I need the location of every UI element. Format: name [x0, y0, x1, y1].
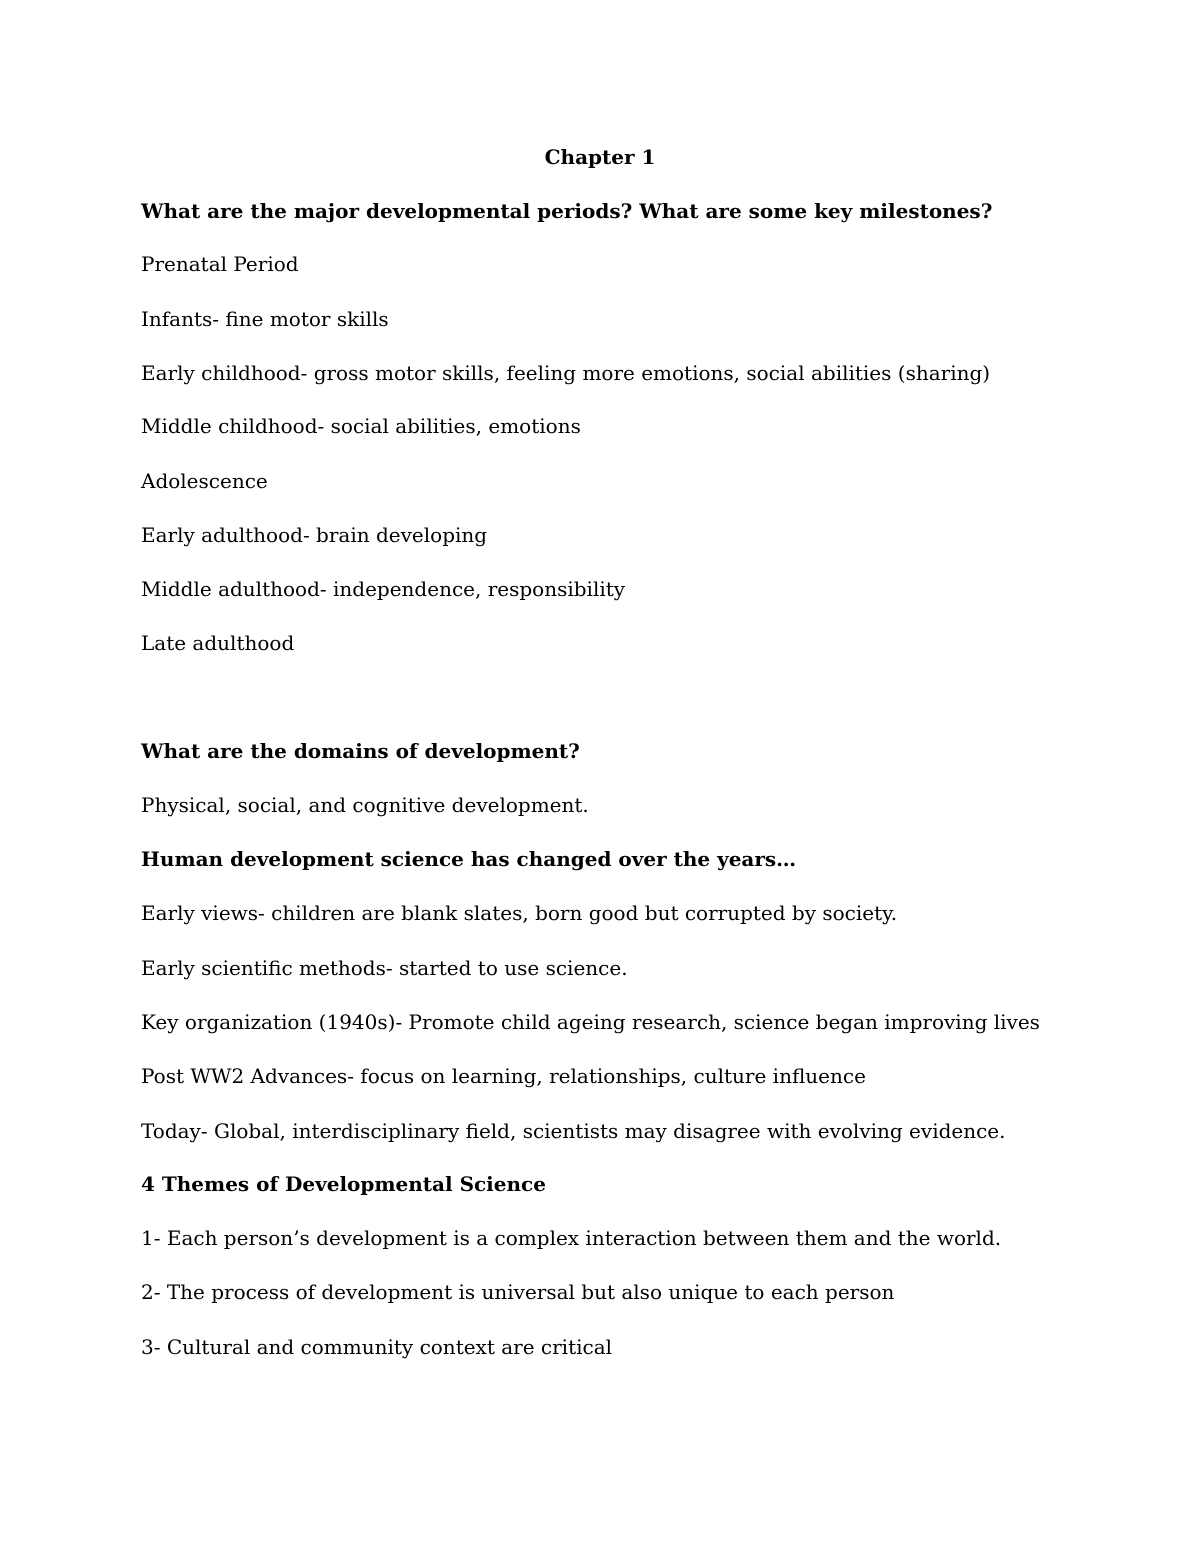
list-item: Early views- children are blank slates, born good but corrupted by society.: [141, 901, 898, 925]
list-item: Middle adulthood- independence, responsibility: [141, 577, 626, 601]
list-item: Post WW2 Advances- focus on learning, relationships, culture influence: [141, 1064, 866, 1088]
list-item: Adolescence: [141, 469, 268, 493]
list-item: 3- Cultural and community context are critical: [141, 1335, 613, 1359]
list-item: Today- Global, interdisciplinary field, scientists may disagree with evolving evidence.: [141, 1119, 1006, 1143]
section-heading-themes: 4 Themes of Developmental Science: [141, 1172, 546, 1196]
section-heading-domains: What are the domains of development?: [141, 739, 580, 763]
list-item: Middle childhood- social abilities, emotions: [141, 414, 581, 438]
section-heading-periods: What are the major developmental periods? What are some key milestones?: [141, 199, 993, 223]
list-item: Late adulthood: [141, 631, 295, 655]
list-item: Infants- fine motor skills: [141, 307, 389, 331]
page-title: Chapter 1: [544, 145, 656, 169]
list-item: Early scientific methods- started to use science.: [141, 956, 628, 980]
list-item: Prenatal Period: [141, 252, 299, 276]
list-item: Key organization (1940s)- Promote child ageing research, science began improving lives: [141, 1010, 1040, 1034]
list-item: 2- The process of development is universal but also unique to each person: [141, 1280, 895, 1304]
list-item: Early adulthood- brain developing: [141, 523, 488, 547]
list-item: Physical, social, and cognitive development.: [141, 793, 589, 817]
list-item: 1- Each person’s development is a complex interaction between them and the world.: [141, 1226, 1002, 1250]
list-item: Early childhood- gross motor skills, feeling more emotions, social abilities (sharing): [141, 361, 991, 385]
section-heading-history: Human development science has changed over the years…: [141, 847, 797, 871]
